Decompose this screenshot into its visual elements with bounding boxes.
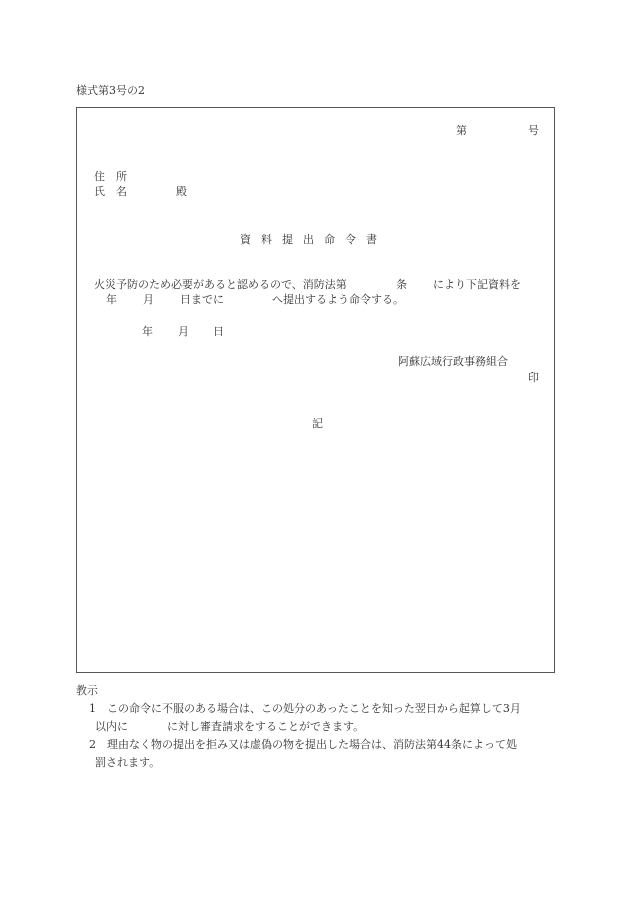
notice-item-1-line2b: に対し審査請求をすることができます。: [167, 720, 365, 733]
notice-item-2-number: 2: [89, 738, 96, 751]
notice-item-1-line2a: 以内に: [95, 720, 128, 733]
document-number-dai: 第: [456, 124, 467, 137]
address-label: 住 所: [94, 170, 127, 183]
document-title: 資料提出命令書: [240, 233, 387, 246]
body-line2-day: 日までに: [180, 293, 224, 306]
form-number: 様式第3号の2: [76, 84, 145, 97]
document-frame: [76, 107, 555, 673]
body-line1-part2: 条: [396, 278, 407, 291]
notice-item-2-line1: 理由なく物の提出を拒み又は虚偽の物を提出した場合は、消防法第44条によって処: [107, 738, 517, 751]
body-line2-month: 月: [143, 293, 154, 306]
notice-item-1-line1: この命令に不服のある場合は、この処分のあったことを知った翌日から起算して3月: [107, 702, 521, 715]
body-line1-part1: 火災予防のため必要があると認めるので、消防法第: [94, 278, 347, 291]
date-day: 日: [213, 325, 224, 338]
body-line1-part3: により下記資料を: [433, 278, 521, 291]
name-label: 氏 名: [94, 185, 127, 198]
notice-item-2-line2: 罰されます。: [95, 756, 161, 769]
date-year: 年: [142, 325, 153, 338]
date-month: 月: [178, 325, 189, 338]
issuer-organization: 阿蘇広域行政事務組合: [398, 355, 508, 368]
ki-label: 記: [312, 417, 323, 430]
body-line2-rest: へ提出するよう命令する。: [272, 293, 404, 306]
document-number-go: 号: [528, 124, 539, 137]
issuer-seal: 印: [528, 371, 539, 384]
notice-heading: 教示: [76, 684, 98, 697]
body-line2-year: 年: [106, 293, 117, 306]
honorific-dono: 殿: [176, 185, 187, 198]
notice-item-1-number: 1: [89, 702, 96, 715]
